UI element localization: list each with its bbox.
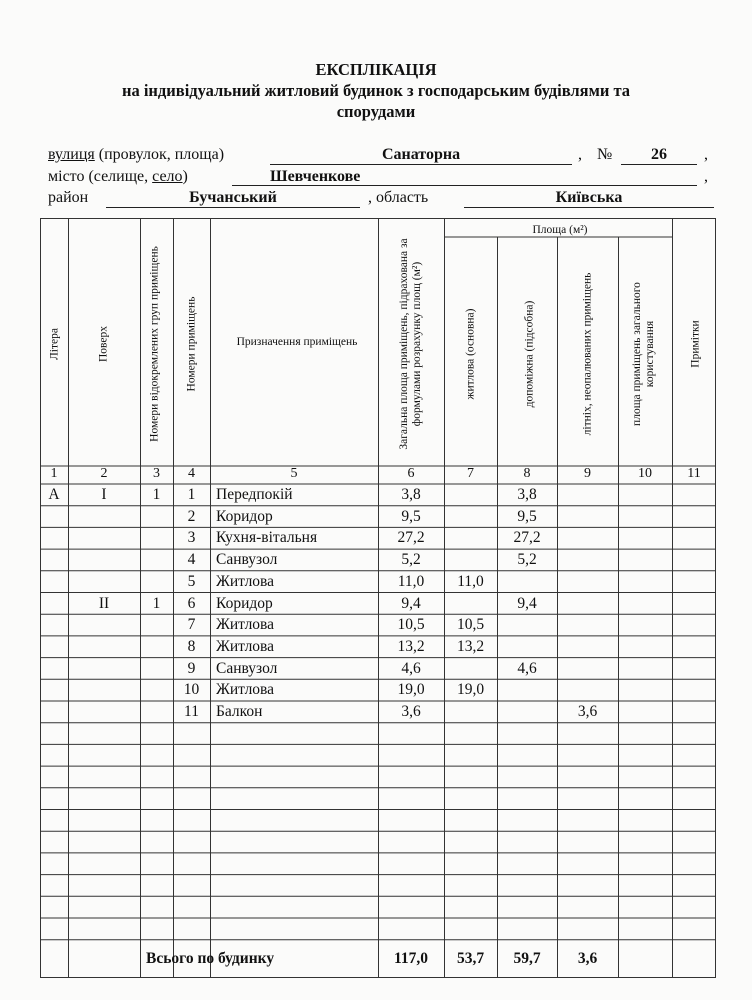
cell-summer-area: 3,6 <box>577 703 598 720</box>
header-litera: Літера <box>48 328 61 360</box>
column-number: 1 <box>50 466 58 481</box>
cell-group: 1 <box>152 486 161 503</box>
cell-notes <box>672 484 716 505</box>
header-common-area: площа приміщень загального користування <box>631 282 656 426</box>
cell-litera <box>40 571 68 592</box>
cell-living-area <box>444 506 497 527</box>
cell-group <box>140 549 173 570</box>
cell-floor <box>68 527 140 548</box>
cell-floor <box>68 636 140 657</box>
cell-room: 8 <box>187 637 196 655</box>
cell-group <box>140 658 173 679</box>
cell-auxiliary-area <box>497 636 557 657</box>
cell-floor <box>68 701 140 722</box>
cell-common-area <box>618 593 672 614</box>
cell-notes <box>672 701 716 722</box>
region-value: Київська <box>464 189 714 208</box>
column-number: 5 <box>290 466 298 481</box>
cell-living-area: 13,2 <box>456 637 485 655</box>
cell-summer-area <box>557 484 618 505</box>
cell-notes <box>672 593 716 614</box>
cell-group: 1 <box>152 594 161 612</box>
cell-group <box>140 701 173 722</box>
cell-room: 6 <box>187 594 196 612</box>
header-rooms: Номери приміщень <box>185 296 198 392</box>
cell-notes <box>672 614 716 635</box>
cell-litera <box>40 549 68 570</box>
city-value: Шевченкове <box>232 168 697 186</box>
cell-purpose: Санвузол <box>216 551 278 569</box>
cell-room: 2 <box>187 507 196 525</box>
column-number: 11 <box>687 466 701 481</box>
cell-notes <box>672 549 716 570</box>
cell-floor: II <box>98 594 110 612</box>
number-label: № <box>597 146 613 163</box>
cell-common-area <box>618 701 672 722</box>
region-label: , область <box>368 189 429 206</box>
district-value: Бучанський <box>106 189 360 208</box>
cell-purpose: Житлова <box>216 616 275 634</box>
document-subtitle-continued: спорудами <box>336 102 416 121</box>
document-subtitle: на індивідуальний житловий будинок з господарським будівлями та <box>121 81 631 100</box>
cell-total-area: 3,8 <box>401 486 421 503</box>
cell-group <box>140 527 173 548</box>
cell-purpose: Коридор <box>216 594 273 612</box>
cell-purpose: Передпокій <box>216 486 293 503</box>
house-number-value: 26 <box>621 146 697 165</box>
cell-summer-area <box>557 658 618 679</box>
cell-floor <box>68 549 140 570</box>
cell-purpose: Санвузол <box>216 659 278 677</box>
totals-living-area: 53,7 <box>456 950 485 968</box>
header-notes: Примітки <box>689 320 702 368</box>
comma-separator: , <box>704 168 708 185</box>
cell-living-area: 11,0 <box>457 572 484 590</box>
cell-total-area: 9,4 <box>401 594 421 612</box>
cell-room: 10 <box>183 681 200 699</box>
cell-purpose: Житлова <box>216 637 275 655</box>
cell-litera <box>40 614 68 635</box>
cell-litera <box>40 636 68 657</box>
cell-group <box>140 506 173 527</box>
cell-total-area: 4,6 <box>401 659 421 677</box>
cell-floor <box>68 679 140 700</box>
cell-auxiliary-area <box>497 701 557 722</box>
cell-purpose: Коридор <box>216 507 273 525</box>
cell-room: 7 <box>187 616 196 634</box>
cell-total-area: 3,6 <box>401 703 421 720</box>
cell-purpose: Балкон <box>216 703 263 720</box>
cell-auxiliary-area <box>497 571 557 592</box>
header-purpose: Призначення приміщень <box>236 336 358 348</box>
cell-auxiliary-area <box>497 614 557 635</box>
header-living-area: житлова (основна) <box>464 308 477 400</box>
cell-notes <box>672 658 716 679</box>
column-number: 2 <box>100 466 108 481</box>
cell-litera <box>40 506 68 527</box>
column-number: 3 <box>153 466 160 481</box>
cell-living-area <box>444 701 497 722</box>
cell-group <box>140 679 173 700</box>
cell-floor <box>68 571 140 592</box>
cell-group <box>140 614 173 635</box>
header-total-area: Загальна площа приміщень, підрахована за формулами розрахунку площ (м²) <box>398 238 423 450</box>
cell-purpose: Житлова <box>216 681 275 699</box>
district-label: район <box>48 189 89 206</box>
totals-auxiliary-area: 59,7 <box>513 950 541 968</box>
header-floor: Поверх <box>97 325 110 363</box>
cell-notes <box>672 527 716 548</box>
city-label: місто (селище, село) <box>48 168 188 185</box>
column-number: 10 <box>638 466 652 481</box>
cell-floor <box>68 506 140 527</box>
cell-auxiliary-area: 27,2 <box>513 529 541 547</box>
cell-common-area <box>618 614 672 635</box>
column-number: 6 <box>407 466 415 481</box>
cell-litera <box>40 679 68 700</box>
cell-common-area <box>618 571 672 592</box>
cell-litera <box>40 593 68 614</box>
cell-room: 1 <box>187 486 196 503</box>
cell-room: 11 <box>184 703 199 720</box>
cell-total-area: 19,0 <box>397 681 425 699</box>
cell-group <box>140 636 173 657</box>
cell-summer-area <box>557 506 618 527</box>
comma-separator: , <box>578 146 582 163</box>
cell-common-area <box>618 658 672 679</box>
cell-living-area <box>444 658 497 679</box>
totals-summer-area: 3,6 <box>577 950 598 968</box>
cell-litera <box>40 658 68 679</box>
cell-common-area <box>618 484 672 505</box>
cell-litera <box>40 701 68 722</box>
column-number: 8 <box>523 466 531 481</box>
cell-total-area: 9,5 <box>401 507 421 525</box>
cell-purpose: Кухня-вітальня <box>216 529 318 547</box>
cell-common-area <box>618 636 672 657</box>
cell-floor: I <box>101 486 107 503</box>
cell-common-area <box>618 506 672 527</box>
column-number: 9 <box>584 466 591 481</box>
cell-summer-area <box>557 571 618 592</box>
cell-room: 9 <box>187 659 196 677</box>
cell-auxiliary-area: 9,5 <box>517 507 537 525</box>
cell-summer-area <box>557 527 618 548</box>
cell-common-area <box>618 549 672 570</box>
cell-group <box>140 571 173 592</box>
cell-notes <box>672 679 716 700</box>
cell-room: 4 <box>187 551 196 569</box>
cell-living-area: 19,0 <box>456 681 485 699</box>
totals-label: Всього по будинку <box>146 950 275 968</box>
cell-living-area: 10,5 <box>456 616 485 634</box>
cell-total-area: 27,2 <box>397 529 425 547</box>
cell-auxiliary-area <box>497 679 557 700</box>
cell-summer-area <box>557 549 618 570</box>
comma-separator: , <box>704 146 708 163</box>
cell-notes <box>672 571 716 592</box>
cell-litera <box>40 527 68 548</box>
column-number: 7 <box>467 466 474 481</box>
cell-room: 5 <box>187 572 196 590</box>
cell-living-area <box>444 593 497 614</box>
cell-notes <box>672 506 716 527</box>
street-value: Санаторна <box>270 146 572 165</box>
explication-table <box>40 218 716 978</box>
document-title: ЕКСПЛІКАЦІЯ <box>315 60 437 79</box>
header-groups: Номери відокремлених груп приміщень <box>148 246 161 442</box>
cell-summer-area <box>557 679 618 700</box>
cell-total-area: 11,0 <box>397 572 425 590</box>
cell-living-area <box>444 549 497 570</box>
cell-notes <box>672 636 716 657</box>
cell-summer-area <box>557 614 618 635</box>
cell-floor <box>68 614 140 635</box>
cell-common-area <box>618 527 672 548</box>
cell-living-area <box>444 484 497 505</box>
cell-room: 3 <box>187 529 196 547</box>
header-area-group: Площа (м²) <box>532 224 588 236</box>
totals-total-area: 117,0 <box>393 950 429 968</box>
cell-auxiliary-area: 5,2 <box>517 551 537 569</box>
cell-purpose: Житлова <box>216 572 275 590</box>
column-number: 4 <box>188 466 195 481</box>
cell-auxiliary-area: 3,8 <box>517 486 537 503</box>
cell-common-area <box>618 679 672 700</box>
header-summer-area: літніх, неопалюваних приміщень <box>581 272 594 436</box>
cell-total-area: 5,2 <box>401 551 421 569</box>
cell-litera: А <box>48 486 60 503</box>
cell-living-area <box>444 527 497 548</box>
cell-summer-area <box>557 636 618 657</box>
street-label: вулиця (провулок, площа) <box>48 146 225 163</box>
cell-total-area: 10,5 <box>397 616 425 634</box>
cell-total-area: 13,2 <box>397 637 425 655</box>
cell-summer-area <box>557 593 618 614</box>
cell-floor <box>68 658 140 679</box>
cell-auxiliary-area: 9,4 <box>517 594 537 612</box>
header-auxiliary-area: допоміжна (підсобна) <box>523 300 536 408</box>
cell-auxiliary-area: 4,6 <box>517 659 537 677</box>
